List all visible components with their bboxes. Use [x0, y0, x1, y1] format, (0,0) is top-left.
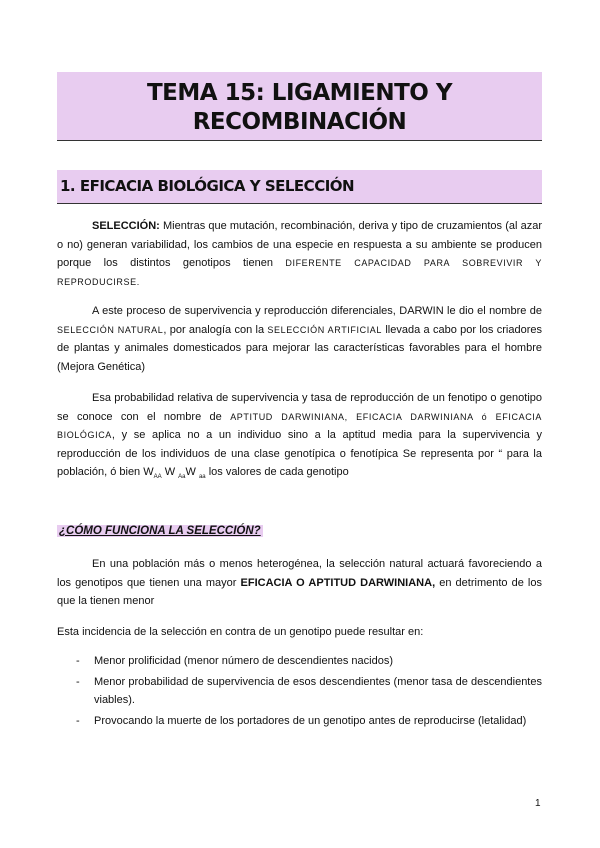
paragraph-text: A este proceso de supervivencia y reproducción diferenciales, DARWIN le dio el nombre de: [92, 305, 542, 317]
subscript: AA: [153, 474, 162, 481]
bullet-dash: -: [76, 675, 80, 688]
term-seleccion: SELECCIÓN:: [92, 220, 160, 232]
subscript: Aa: [178, 474, 186, 481]
paragraph-text: en detrimento de los que la tienen menor: [57, 576, 542, 608]
paragraph-text: los valores de cada genotipo: [205, 466, 349, 479]
bullet-dash: -: [76, 655, 80, 667]
caps-text: DIFERENTE CAPACIDAD PARA SOBREVIVIR Y REPRODUCIRSE.: [57, 258, 543, 287]
paragraph-text: Mientras que mutación, recombinación, deriva y tipo de cruzamientos (al azar o no) generan variabilidad, los cambios de una especie en respuesta a su ambiente se producen porque los distintos genotipos tienen: [57, 220, 542, 270]
bullet-list: [57, 652, 542, 732]
paragraph-funciona: [57, 555, 542, 611]
list-item-text: Provocando la muerte de los portadores de un genotipo antes de reproducirse (letalidad): [94, 714, 527, 727]
paragraph-seleccion: [57, 217, 542, 291]
paragraph-text: , por analogía con la: [163, 323, 268, 336]
page-title-line1: TEMA 15: LIGAMIENTO Y: [146, 80, 452, 106]
title-banner: [57, 72, 542, 141]
paragraph-text: , y se aplica no a un individuo sino a la aptitud media para la supervivencia y reproducción de los individuos de una clase genotípica o fenotípica Se representa por “ para la población, ó bien: [57, 429, 542, 479]
page-number: 1: [535, 798, 541, 809]
paragraph-aptitud: [57, 389, 542, 487]
caps-text: APTITUD DARWINIANA, EFICACIA DARWINIANA ó EFICACIA BIOLÓGICA: [57, 411, 542, 441]
caps-text: SELECCIÓN NATURAL: [57, 324, 164, 335]
w-symbol: W: [185, 466, 196, 479]
paragraph-text: llevada a cabo por los criadores de plantas y animales domesticados para mejorar las características favorables para el hombre (Mejora Genética): [57, 323, 542, 373]
section-heading: 1. EFICACIA BIOLÓGICA Y SELECCIÓN: [60, 177, 355, 195]
paragraph-incidencia: Esta incidencia de la selección en contra de un genotipo puede resultar en:: [57, 626, 424, 638]
caps-text: SELECCIÓN ARTIFICIAL: [267, 324, 383, 335]
list-item: [57, 712, 542, 731]
w-symbol: W: [143, 466, 154, 479]
subscript: aa: [198, 474, 206, 481]
paragraph-text: En una población más o menos heterogénea, la selección natural actuará favoreciendo a los genotipos que tienen una mayor: [57, 558, 542, 589]
paragraph-darwin: [57, 302, 542, 376]
list-item-text: Menor prolificidad (menor número de descendientes nacidos): [94, 655, 393, 667]
list-item-text: Menor probabilidad de supervivencia de esos descendientes (menor tasa de descendientes viables).: [94, 675, 542, 707]
subsection-heading: ¿CÓMO FUNCIONA LA SELECCIÓN?: [59, 525, 261, 537]
page-title-line2: RECOMBINACIÓN: [192, 109, 407, 135]
list-item: [57, 652, 542, 671]
bullet-dash: -: [76, 714, 80, 727]
section-heading-banner: [57, 170, 542, 204]
paragraph-text: Esa probabilidad relativa de supervivencia y tasa de reproducción de un fenotipo o genotipo se conoce con el nombre de: [57, 392, 542, 423]
w-symbol: W: [164, 466, 176, 479]
list-item: [57, 673, 542, 710]
bold-term: EFICACIA O APTITUD DARWINIANA,: [240, 576, 436, 589]
